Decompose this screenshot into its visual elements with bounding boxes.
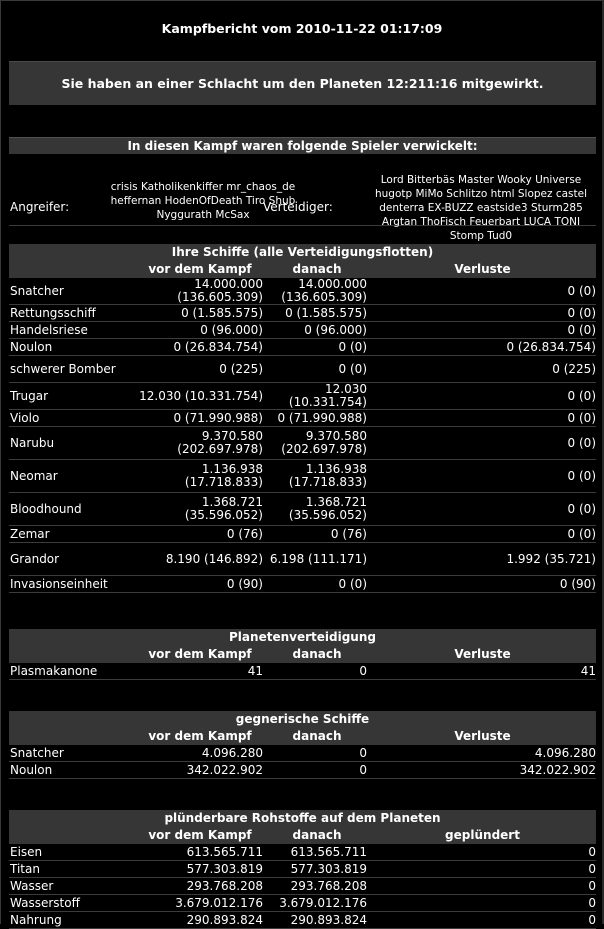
enemy-ships-rows [9, 745, 596, 779]
row-name: Plasmakanone [10, 663, 98, 678]
planet-defense-rows [9, 663, 596, 680]
row-before: 0 (90) [226, 576, 263, 591]
row-before: 1.368.721 (35.596.052) [184, 495, 263, 522]
row-before: 0 (1.585.575) [181, 305, 263, 320]
attacker-label: Angreifer: [10, 200, 70, 214]
row-after: 9.370.580 (202.697.978) [281, 429, 367, 456]
row-before: 14.000.000 (136.605.309) [177, 277, 263, 304]
table-row [9, 410, 596, 427]
row-before: 1.136.938 (17.718.833) [184, 462, 263, 489]
row-losses: 0 (0) [567, 410, 596, 425]
row-after: 577.303.819 [290, 861, 367, 876]
row-losses: 0 [588, 895, 596, 910]
row-losses: 0 (0) [567, 501, 596, 516]
table-row [9, 322, 596, 339]
row-name: Bloodhound [10, 501, 82, 516]
column-name [9, 728, 135, 745]
row-before: 577.303.819 [186, 861, 263, 876]
table-row [9, 878, 596, 895]
row-before: 41 [247, 663, 263, 678]
own-ships-section [9, 244, 596, 593]
column-losses: Verluste [454, 647, 511, 661]
row-after: 14.000.000 (136.605.309) [281, 277, 367, 304]
table-row [9, 427, 596, 460]
row-before: 290.893.824 [186, 912, 263, 927]
row-before: 613.565.711 [186, 844, 263, 859]
row-after: 6.198 (111.171) [269, 551, 367, 566]
row-name: Handelsriese [10, 322, 88, 337]
row-losses: 0 (0) [567, 435, 596, 450]
row-losses: 41 [580, 663, 596, 678]
row-before: 0 (225) [219, 361, 263, 376]
row-name: Titan [10, 861, 40, 876]
resources-rows [9, 844, 596, 929]
row-name: Zemar [10, 526, 50, 541]
column-after: danach [292, 729, 342, 743]
row-losses: 0 (0) [567, 305, 596, 320]
row-losses: 0 (0) [567, 322, 596, 337]
row-after: 613.565.711 [290, 844, 367, 859]
column-before: vor dem Kampf [148, 828, 252, 842]
row-before: 12.030 (10.331.754) [139, 388, 263, 403]
table-row [9, 305, 596, 322]
table-row [9, 844, 596, 861]
column-after: danach [292, 262, 342, 276]
row-after: 1.368.721 (35.596.052) [288, 495, 367, 522]
row-after: 290.893.824 [290, 912, 367, 927]
row-after: 1.136.938 (17.718.833) [288, 462, 367, 489]
enemy-ships-section [9, 711, 596, 779]
table-row [9, 895, 596, 912]
row-losses: 0 [588, 878, 596, 893]
attacker-list: crisis Katholikenkiffer mr_chaos_de heffernan HodenOfDeath Tiro Shub Nyggurath McSax [110, 181, 296, 221]
row-name: Neomar [10, 468, 58, 483]
table-row [9, 383, 596, 410]
row-name: Eisen [10, 844, 43, 859]
row-losses: 0 (0) [567, 526, 596, 541]
row-before: 293.768.208 [186, 878, 263, 893]
row-name: Noulon [10, 762, 53, 777]
row-after: 293.768.208 [290, 878, 367, 893]
resources-section [9, 810, 596, 929]
row-name: Noulon [10, 339, 53, 354]
column-name [9, 646, 135, 663]
row-before: 0 (96.000) [200, 322, 263, 337]
column-before: vor dem Kampf [148, 729, 252, 743]
row-before: 0 (71.990.988) [173, 410, 263, 425]
row-after: 0 [359, 663, 367, 678]
row-name: Invasionseinheit [10, 576, 108, 591]
row-name: Trugar [10, 388, 49, 403]
row-losses: 0 [588, 912, 596, 927]
players-section [9, 137, 596, 242]
row-before: 8.190 (146.892) [165, 551, 263, 566]
row-losses: 0 [588, 861, 596, 876]
column-before: vor dem Kampf [148, 262, 252, 276]
enemy-ships-header: gegnerische Schiffe [9, 711, 596, 728]
row-before: 3.679.012.176 [175, 895, 263, 910]
row-losses: 0 (90) [559, 576, 596, 591]
table-row [9, 663, 596, 680]
row-before: 342.022.902 [186, 762, 263, 777]
table-row [9, 460, 596, 493]
row-losses: 0 (26.834.754) [506, 339, 596, 354]
row-losses: 0 [588, 844, 596, 859]
defender-label: Verteidiger: [263, 200, 333, 214]
row-losses: 1.992 (35.721) [506, 551, 596, 566]
table-row [9, 745, 596, 762]
table-row [9, 912, 596, 929]
row-name: Wasser [10, 878, 54, 893]
column-losses: Verluste [454, 262, 511, 276]
row-name: Nahrung [10, 912, 62, 927]
row-after: 0 (0) [338, 576, 367, 591]
row-losses: 0 (0) [567, 388, 596, 403]
table-row [9, 526, 596, 543]
row-after: 0 [359, 745, 367, 760]
row-before: 0 (76) [226, 526, 263, 541]
row-after: 0 (96.000) [304, 322, 367, 337]
battle-notice-banner [9, 61, 596, 105]
row-after: 0 (76) [330, 526, 367, 541]
row-after: 0 (0) [338, 339, 367, 354]
table-row [9, 278, 596, 305]
planet-defense-header: Planetenverteidigung [9, 629, 596, 646]
planet-defense-section [9, 629, 596, 680]
players-body [9, 154, 596, 242]
column-losses: Verluste [454, 729, 511, 743]
row-after: 0 [359, 762, 367, 777]
row-name: Violo [10, 410, 40, 425]
row-after: 12.030 (10.331.754) [288, 382, 367, 409]
column-after: danach [292, 828, 342, 842]
table-row [9, 356, 596, 383]
row-before: 9.370.580 (202.697.978) [177, 429, 263, 456]
row-after: 0 (71.990.988) [277, 410, 367, 425]
battle-notice-text: Sie haben an einer Schlacht um den Planeten 12:211:16 mitgewirkt. [61, 76, 544, 91]
row-name: Grandor [10, 551, 60, 566]
row-name: Rettungsschiff [10, 305, 96, 320]
row-name: schwerer Bomber [10, 361, 116, 376]
resources-header: plünderbare Rohstoffe auf dem Planeten [9, 810, 596, 827]
column-name [9, 261, 135, 278]
row-name: Wasserstoff [10, 895, 80, 910]
own-ships-rows [9, 278, 596, 593]
column-name [9, 827, 135, 844]
row-before: 0 (26.834.754) [173, 339, 263, 354]
column-after: danach [292, 647, 342, 661]
own-ships-columns [9, 261, 596, 278]
report-title: Kampfbericht vom 2010-11-22 01:17:09 [161, 21, 443, 36]
resources-columns [9, 827, 596, 844]
players-header: In diesen Kampf waren folgende Spieler verwickelt: [9, 137, 596, 154]
enemy-ships-columns [9, 728, 596, 745]
row-losses: 4.096.280 [534, 745, 596, 760]
row-losses: 0 (0) [567, 283, 596, 298]
own-ships-header: Ihre Schiffe (alle Verteidigungsflotten) [9, 244, 596, 261]
row-name: Snatcher [10, 283, 64, 298]
column-plundered: geplündert [445, 828, 520, 842]
row-name: Snatcher [10, 745, 64, 760]
table-row [9, 339, 596, 356]
row-before: 4.096.280 [201, 745, 263, 760]
row-name: Narubu [10, 435, 55, 450]
table-row [9, 576, 596, 593]
row-after: 0 (1.585.575) [285, 305, 367, 320]
row-after: 3.679.012.176 [279, 895, 367, 910]
planet-defense-columns [9, 646, 596, 663]
row-after: 0 (0) [338, 361, 367, 376]
table-row [9, 762, 596, 779]
table-row [9, 543, 596, 576]
table-row [9, 861, 596, 878]
table-row [9, 493, 596, 526]
column-before: vor dem Kampf [148, 647, 252, 661]
defender-list: Lord Bitterbäs Master Wooky Universe hugotp MiMo Schlitzo html Slopez castel denterra EX-BUZZ eastside3 Sturm285 Argtan ThoFisch Feuerbart LUCA TONI Stomp Tud0 [374, 174, 588, 242]
row-losses: 0 (0) [567, 468, 596, 483]
row-losses: 0 (225) [552, 361, 596, 376]
row-losses: 342.022.902 [519, 762, 596, 777]
